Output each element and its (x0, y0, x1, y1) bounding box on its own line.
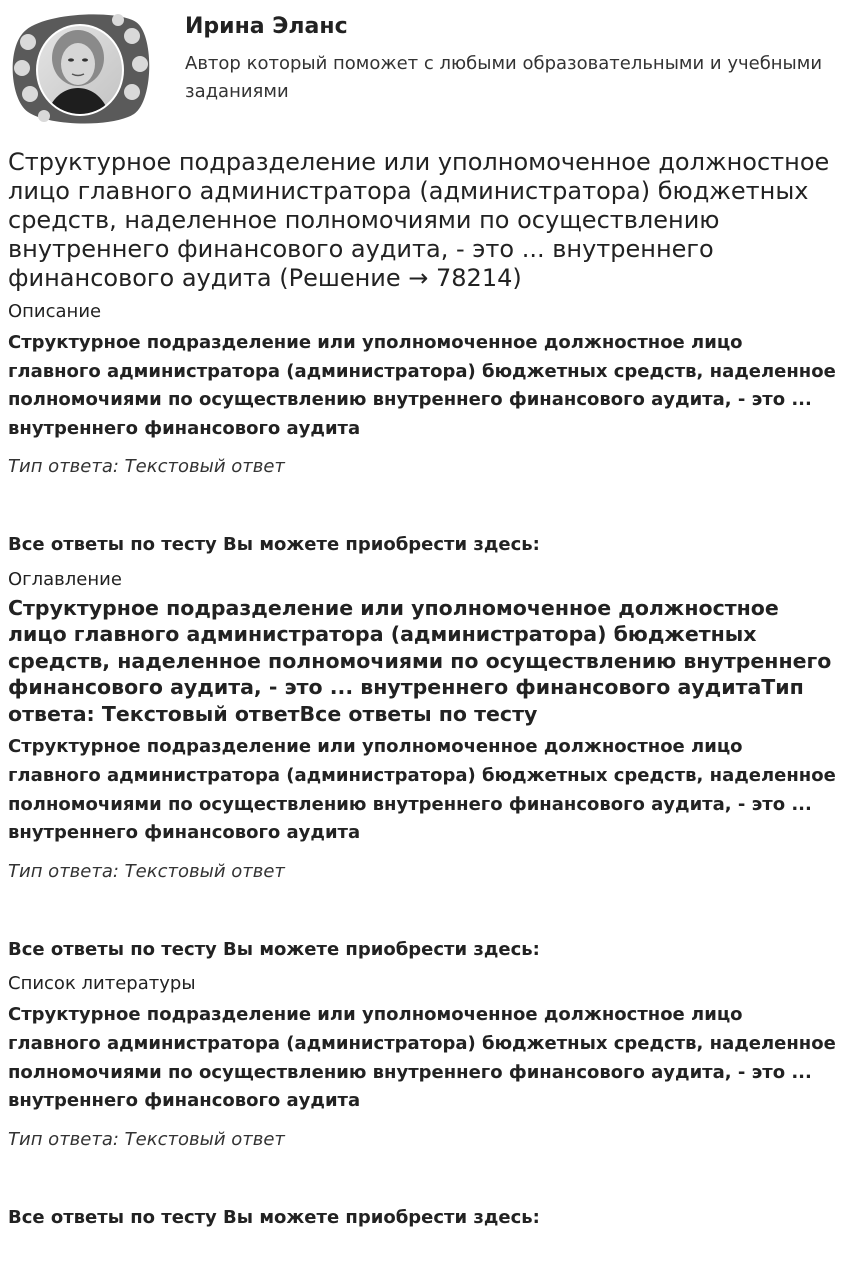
section-label-references: Список литературы (8, 973, 196, 995)
references-answer-type: Тип ответа: Текстовый ответ (8, 1128, 285, 1150)
author-name[interactable]: Ирина Эланс (185, 14, 348, 39)
section-label-toc: Оглавление (8, 568, 122, 590)
description-buy-link[interactable]: Все ответы по тесту Вы можете приобрести здесь: (8, 534, 540, 556)
section-references (8, 973, 838, 1232)
references-buy-link[interactable]: Все ответы по тесту Вы можете приобрести здесь: (8, 1206, 540, 1228)
section-label-description: Описание (8, 301, 102, 322)
section-description (8, 301, 838, 560)
references-question: Структурное подразделение или уполномоченное должностное лицо главного администратора (администратора) бюджетных средств, наделенное полномочиями по осуществлению внутреннего финансового аудита, - это ... внутреннего финансового аудита (8, 1004, 836, 1112)
author-description: Автор который поможет с любыми образовательными и учебными заданиями (185, 53, 823, 102)
description-answer-type: Тип ответа: Текстовый ответ (8, 456, 285, 478)
toc-buy-link[interactable]: Все ответы по тесту Вы можете приобрести здесь: (8, 938, 540, 960)
page-title: Структурное подразделение или уполномоченное должностное лицо главного администратора (администратора) бюджетных средств, наделенное полномочиями по осуществлению внутреннего финансового аудита, - это ... внутреннего финансового аудита (Решение → 78214) (8, 148, 830, 292)
toc-question: Структурное подразделение или уполномоченное должностное лицо главного администратора (администратора) бюджетных средств, наделенное полномочиями по осуществлению внутреннего финансового аудита, - это ... внутреннего финансового аудита (8, 736, 836, 844)
description-question: Структурное подразделение или уполномоченное должностное лицо главного администратора (администратора) бюджетных средств, наделенное полномочиями по осуществлению внутреннего финансового аудита, - это ... внутреннего финансового аудита (8, 332, 836, 439)
avatar (8, 8, 154, 126)
section-toc (8, 569, 838, 964)
author-card (8, 8, 838, 128)
main-content (8, 148, 838, 1232)
toc-answer-type: Тип ответа: Текстовый ответ (8, 860, 285, 882)
toc-title: Структурное подразделение или уполномоченное должностное лицо главного администратора (администратора) бюджетных средств, наделенное полномочиями по осуществлению внутреннего финансового аудита, - это ... внутреннего финансового аудитаТип ответа: Текстовый ответВсе ответы по тесту (8, 595, 832, 726)
avatar-image (8, 8, 154, 126)
